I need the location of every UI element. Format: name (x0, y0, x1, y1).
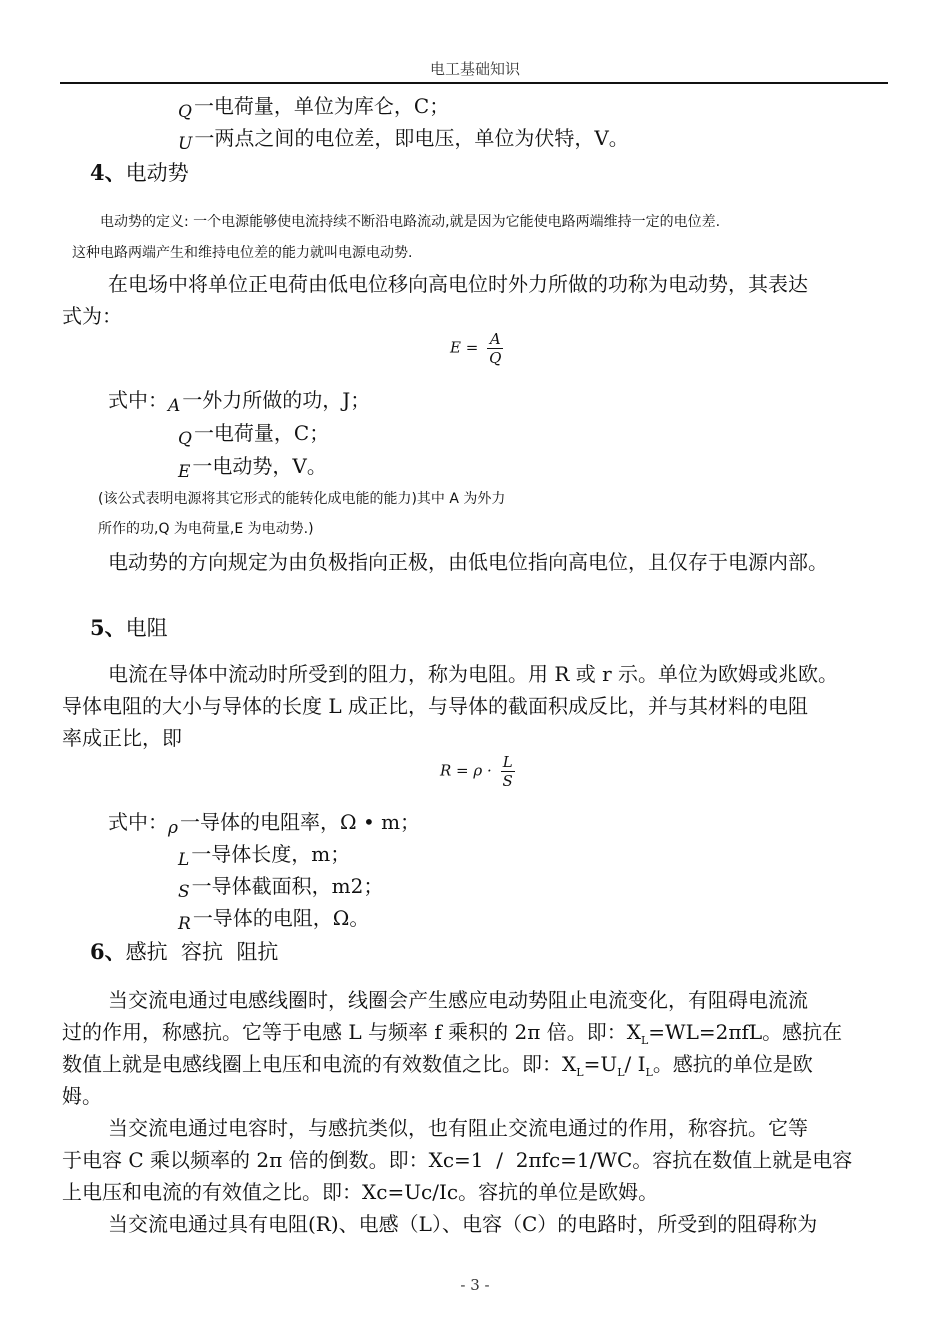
symbol: A (168, 396, 181, 416)
header-rule (60, 82, 888, 84)
definition-text: 一电荷量，单位为库仑，C； (193, 94, 450, 118)
text-run: 数值上就是电感线圈上电压和电流的有效数值之比。即：X (62, 1052, 577, 1076)
definition-paragraph: 这种电路两端产生和维持电位差的能力就叫电源电动势. (72, 245, 413, 261)
formula-lhs: E = (450, 338, 479, 357)
subscript: L (576, 1066, 584, 1079)
fraction-denominator: S (502, 772, 513, 790)
formula-fraction (487, 330, 503, 367)
section-title: 电动势 (125, 161, 189, 185)
section-heading-4 (90, 157, 189, 187)
section-number: 5、 (90, 615, 126, 640)
symbol: Q (178, 429, 192, 449)
subscript: L (617, 1066, 625, 1079)
paragraph-line (62, 1016, 842, 1047)
definition-text: 一导体长度，m； (191, 842, 351, 866)
text-run: 。感抗的单位是欧 (652, 1052, 813, 1076)
definition-paragraph: 电动势的定义: 一个电源能够使电流持续不断沿电路流动,就是因为它能使电路两端维持一定的电位差. (100, 214, 721, 230)
section-number: 6、 (90, 939, 126, 964)
symbol: L (178, 850, 190, 870)
symbol: E (178, 462, 191, 482)
definition-line (178, 902, 370, 934)
text-run: / I (624, 1052, 646, 1076)
paragraph-line: 上电压和电流的有效值之比。即：Xc=Uc/Ic。容抗的单位是欧姆。 (62, 1180, 659, 1204)
text-run: =WL=2πfL。感抗在 (648, 1020, 843, 1044)
where-label: 式中： (108, 388, 168, 412)
text-run: =U (583, 1052, 618, 1076)
definition-text: 一电动势，V。 (192, 454, 327, 478)
definition-text: 一导体截面积，m2； (191, 874, 384, 898)
where-label: 式中： (108, 810, 168, 834)
symbol: R (178, 914, 191, 934)
subscript: L (640, 1034, 649, 1047)
section-heading-5 (90, 612, 168, 642)
paragraph-line: 在电场中将单位正电荷由低电位移向高电位时外力所做的功称为电动势，其表达 (108, 272, 808, 296)
symbol: U (178, 134, 193, 154)
paragraph-line: 电流在导体中流动时所受到的阻力，称为电阻。用 R 或 r 示。单位为欧姆或兆欧。 (108, 662, 839, 686)
fraction-denominator: Q (489, 349, 502, 367)
fraction-numerator: A (487, 330, 503, 349)
definition-text: 一外力所做的功，J； (182, 388, 371, 412)
page-number: - 3 - (460, 1276, 490, 1294)
section-title: 感抗 容抗 阻抗 (125, 940, 279, 964)
definition-line (178, 838, 351, 870)
definition-line (178, 870, 384, 902)
note-line: (该公式表明电源将其它形式的能转化成电能的能力)其中 A 为外力 (98, 491, 506, 507)
definition-text: 一导体的电阻，Ω。 (192, 906, 370, 930)
symbol: S (178, 882, 190, 902)
paragraph-line: 当交流电通过具有电阻(R)、电感（L）、电容（C）的电路时，所受到的阻碍称为 (108, 1212, 818, 1236)
subscript: L (645, 1066, 653, 1079)
section-heading-6 (90, 936, 278, 966)
resistance-formula (440, 753, 515, 790)
section-title: 电阻 (125, 616, 168, 640)
definition-line (178, 122, 629, 154)
definition-line (108, 384, 371, 416)
section-number: 4、 (90, 160, 126, 185)
paragraph-line: 当交流电通过电容时，与感抗类似，也有阻止交流电通过的作用，称容抗。它等 (108, 1116, 808, 1140)
symbol: Q (178, 102, 192, 122)
note-line: 所作的功,Q 为电荷量,E 为电动势.) (98, 521, 314, 537)
definition-line (178, 417, 330, 449)
paragraph-line: 当交流电通过电感线圈时，线圈会产生感应电动势阻止电流变化，有阻碍电流流 (108, 988, 808, 1012)
emf-formula (450, 330, 503, 367)
definition-text: 一导体的电阻率，Ω • m； (180, 810, 421, 834)
fraction-numerator: L (501, 753, 515, 772)
definition-line (108, 806, 421, 838)
formula-lhs: R = ρ · (440, 761, 492, 780)
definition-line (178, 90, 450, 122)
paragraph-line: 式为： (62, 304, 122, 328)
formula-fraction (501, 753, 515, 790)
paragraph-line: 电动势的方向规定为由负极指向正极，由低电位指向高电位，且仅存于电源内部。 (108, 550, 828, 574)
definition-text: 一电荷量，C； (193, 421, 330, 445)
paragraph-line: 率成正比，即 (62, 726, 182, 750)
definition-line (178, 450, 327, 482)
paragraph-line: 导体电阻的大小与导体的长度 L 成正比，与导体的截面积成反比，并与其材料的电阻 (62, 694, 808, 718)
text-run: 过的作用，称感抗。它等于电感 L 与频率 f 乘积的 2π 倍。即：X (62, 1020, 641, 1044)
paragraph-line: 于电容 C 乘以频率的 2π 倍的倒数。即：Xc=1 / 2πfc=1/WC。容抗在数值上就是电容 (62, 1148, 853, 1172)
symbol: ρ (168, 818, 178, 838)
paragraph-line: 姆。 (62, 1084, 102, 1108)
running-header: 电工基础知识 (429, 60, 520, 78)
definition-text: 一两点之间的电位差，即电压，单位为伏特，V。 (194, 126, 629, 150)
paragraph-line (62, 1048, 813, 1079)
